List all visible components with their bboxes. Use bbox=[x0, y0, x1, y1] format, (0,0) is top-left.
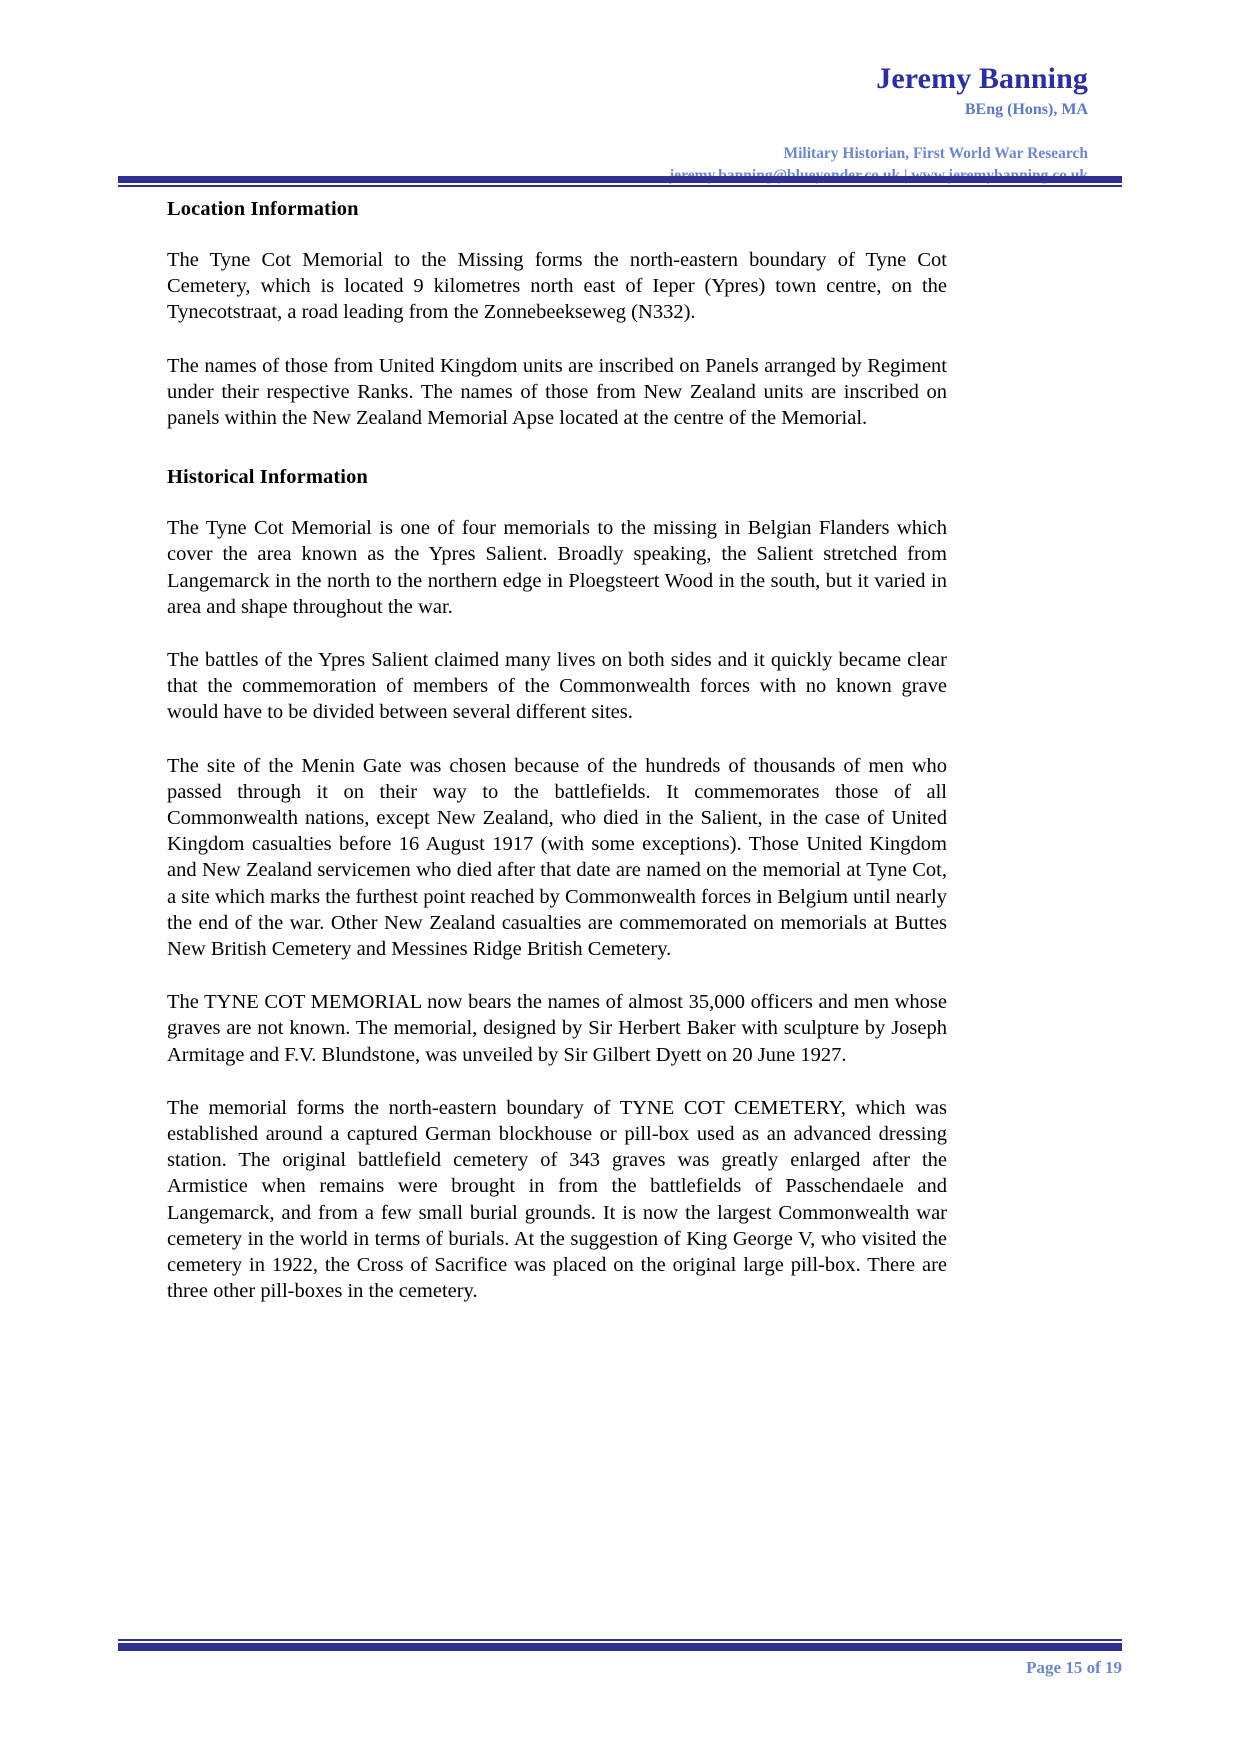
page-content bbox=[167, 196, 947, 1305]
paragraph-location-2: The names of those from United Kingdom units are inscribed on Panels arranged by Regiment under their respective Ranks. The names of those from New Zealand units are inscribed on panels within the New Zealand Memorial Apse located at the centre of the Memorial. bbox=[167, 354, 947, 430]
letterhead-name: Jeremy Banning bbox=[876, 62, 1088, 95]
section-heading-location-information: Location Information bbox=[167, 198, 359, 220]
spacer bbox=[167, 490, 947, 515]
spacer bbox=[167, 222, 947, 247]
spacer bbox=[167, 326, 947, 353]
paragraph-historical-2: The battles of the Ypres Salient claimed many lives on both sides and it quickly became clear that the commemoration of members of the Commonwealth forces with no known grave would have to be divided between several different sites. bbox=[167, 649, 947, 724]
spacer bbox=[167, 962, 947, 989]
spacer bbox=[167, 431, 947, 464]
spacer bbox=[167, 620, 947, 647]
paragraph-historical-1: The Tyne Cot Memorial is one of four memorials to the missing in Belgian Flanders which cover the area known as the Ypres Salient. Broadly speaking, the Salient stretched from Langemarck in the north to the northern edge in Ploegsteert Wood in the south, but it varied in area and shape throughout the war. bbox=[167, 517, 947, 618]
footer-rule-thick bbox=[118, 1643, 1122, 1651]
paragraph-historical-3: The site of the Menin Gate was chosen because of the hundreds of thousands of men who passed through it on their way to the battlefields. It commemorates those of all Commonwealth nations, except New Zealand, who died in the Salient, in the case of United Kingdom casualties before 16 August 1917 (with some exceptions). Those United Kingdom and New Zealand servicemen who died after that date are named on the memorial at Tyne Cot, a site which marks the furthest point reached by Commonwealth forces in Belgium until nearly the end of the war. Other New Zealand casualties are commemorated on memorials at Buttes New British Cemetery and Messines Ridge British Cemetery. bbox=[167, 754, 947, 961]
header-rule-thick bbox=[118, 176, 1122, 183]
page-number: Page 15 of 19 bbox=[1026, 1658, 1122, 1677]
letterhead-role: Military Historian, First World War Research bbox=[783, 145, 1088, 162]
page-header bbox=[0, 0, 1240, 186]
letterhead-qualifications: BEng (Hons), MA bbox=[964, 101, 1088, 118]
header-rule-thin bbox=[118, 185, 1122, 187]
paragraph-location-1: The Tyne Cot Memorial to the Missing forms the north-eastern boundary of Tyne Cot Cemetery, which is located 9 kilometres north east of Ieper (Ypres) town centre, on the Tynecotstraat, a road leading from the Zonnebeekseweg (N332). bbox=[167, 249, 947, 324]
footer-rule-thin bbox=[118, 1639, 1122, 1641]
spacer bbox=[167, 726, 947, 753]
paragraph-historical-5: The memorial forms the north-eastern boundary of TYNE COT CEMETERY, which was established around a captured German blockhouse or pill-box used as an advanced dressing station. The original battlefield cemetery of 343 graves was greatly enlarged after the Armistice when remains were brought in from the battlefields of Passchendaele and Langemarck, and from a few small burial grounds. It is now the largest Commonwealth war cemetery in the world in terms of burials. At the suggestion of King George V, who visited the cemetery in 1922, the Cross of Sacrifice was placed on the original large pill-box. There are three other pill-boxes in the cemetery. bbox=[167, 1096, 947, 1303]
section-heading-historical-information: Historical Information bbox=[167, 466, 368, 489]
spacer bbox=[167, 1068, 947, 1095]
paragraph-historical-4: The TYNE COT MEMORIAL now bears the names of almost 35,000 officers and men whose graves are not known. The memorial, designed by Sir Herbert Baker with sculpture by Joseph Armitage and F.V. Blundstone, was unveiled by Sir Gilbert Dyett on 20 June 1927. bbox=[167, 991, 947, 1066]
letterhead-block bbox=[152, 62, 1088, 186]
